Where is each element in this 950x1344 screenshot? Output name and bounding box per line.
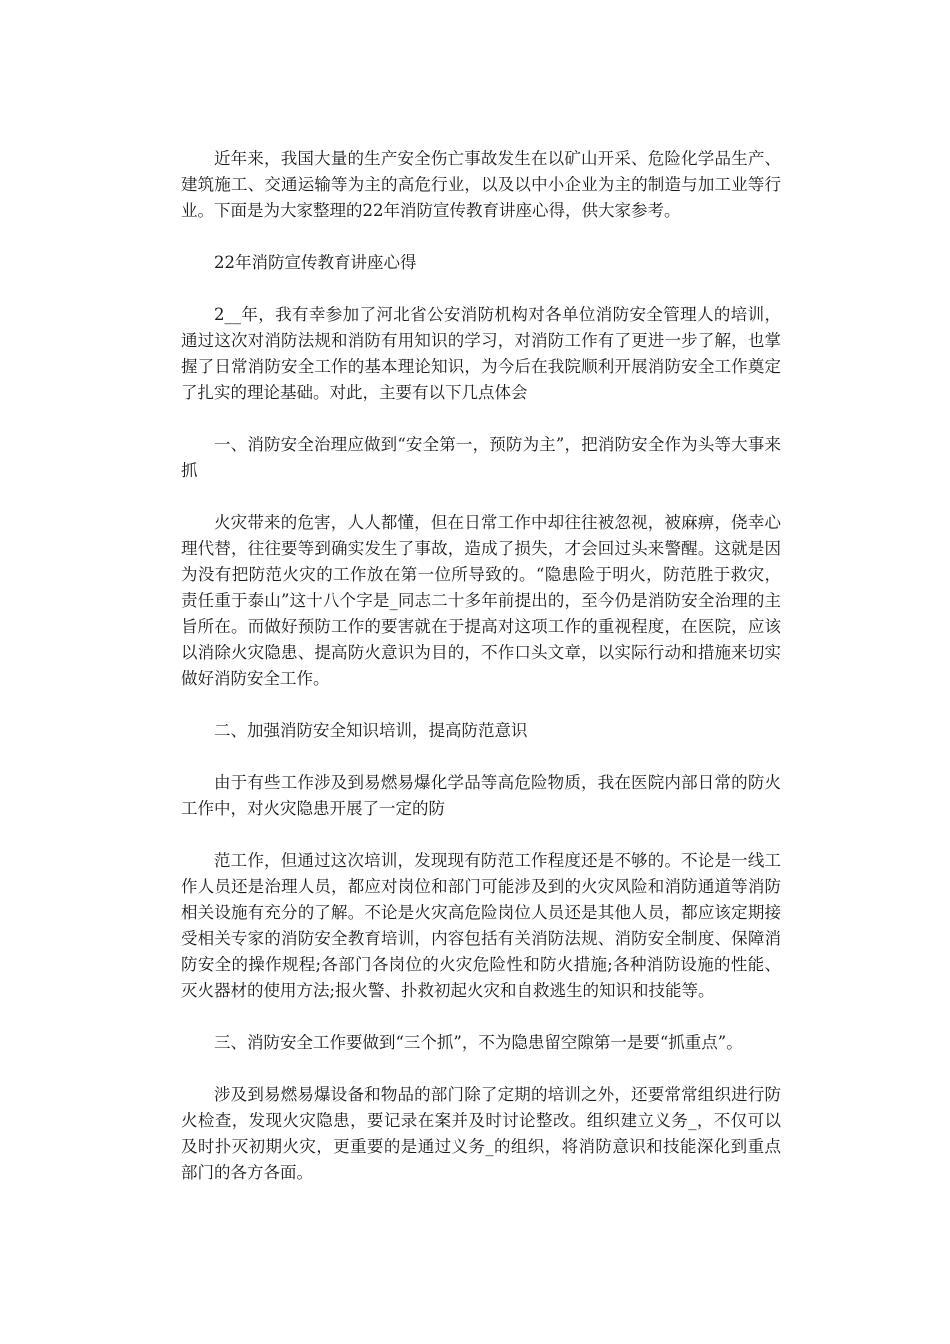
section-heading-3: 三、消防安全工作要做到“三个抓”，不为隐患留空隙第一是要“抓重点”。	[214, 1033, 743, 1052]
body-paragraph-5: 涉及到易燃易爆设备和物品的部门除了定期的培训之外，还要常常组织进行防火检查，发现火灾隐患，要记录在案并及时讨论整改。组织建立义务_，不仅可以及时扑灭初期火灾，更重要的是通过义务_的组织，将消防意识和技能深化到重点部门的各方各面。	[181, 1085, 781, 1182]
body-paragraph-3: 由于有些工作涉及到易燃易爆化学品等高危险物质，我在医院内部日常的防火工作中，对火灾隐患开展了一定的防	[181, 773, 781, 818]
section-heading-2: 二、加强消防安全知识培训，提高防范意识	[214, 721, 528, 740]
intro-paragraph: 近年来，我国大量的生产安全伤亡事故发生在以矿山开采、危险化学品生产、建筑施工、交通运输等为主的高危行业，以及以中小企业为主的制造与加工业等行业。下面是为大家整理的22年消防宣传教育讲座心得，供大家参考。	[181, 149, 781, 220]
body-paragraph-4: 范工作，但通过这次培训，发现现有防范工作程度还是不够的。不论是一线工作人员还是治理人员，都应对岗位和部门可能涉及到的火灾风险和消防通道等消防相关设施有充分的了解。不论是火灾高危险岗位人员还是其他人员，都应该定期接受相关专家的消防安全教育培训，内容包括有关消防法规、消防安全制度、保障消防安全的操作规程;各部门各岗位的火灾危险性和防火措施;各种消防设施的性能、灭火器材的使用方法;报火警、扑救初起火灾和自救逃生的知识和技能等。	[181, 851, 781, 1000]
body-paragraph-1: 2__年，我有幸参加了河北省公安消防机构对各单位消防安全管理人的培训，通过这次对消防法规和消防有用知识的学习，对消防工作有了更进一步了解，也掌握了日常消防安全工作的基本理论知识，为今后在我院顺利开展消防安全工作奠定了扎实的理论基础。对此，主要有以下几点体会	[181, 305, 781, 402]
body-paragraph-2: 火灾带来的危害，人人都懂，但在日常工作中却往往被忽视，被麻痹，侥幸心理代替，往往要等到确实发生了事故，造成了损失，才会回过头来警醒。这就是因为没有把防范火灾的工作放在第一位所导致的。“隐患险于明火，防范胜于救灾，责任重于泰山”这十八个字是_同志二十多年前提出的，至今仍是消防安全治理的主旨所在。而做好预防工作的要害就在于提高对这项工作的重视程度，在医院，应该以消除火灾隐患、提高防火意识为目的，不作口头文章，以实际行动和措施来切实做好消防安全工作。	[181, 513, 781, 688]
document-body	[181, 146, 781, 1212]
section-heading-1: 一、消防安全治理应做到“安全第一，预防为主”，把消防安全作为头等大事来抓	[181, 435, 781, 480]
document-title: 22年消防宣传教育讲座心得	[214, 253, 417, 272]
